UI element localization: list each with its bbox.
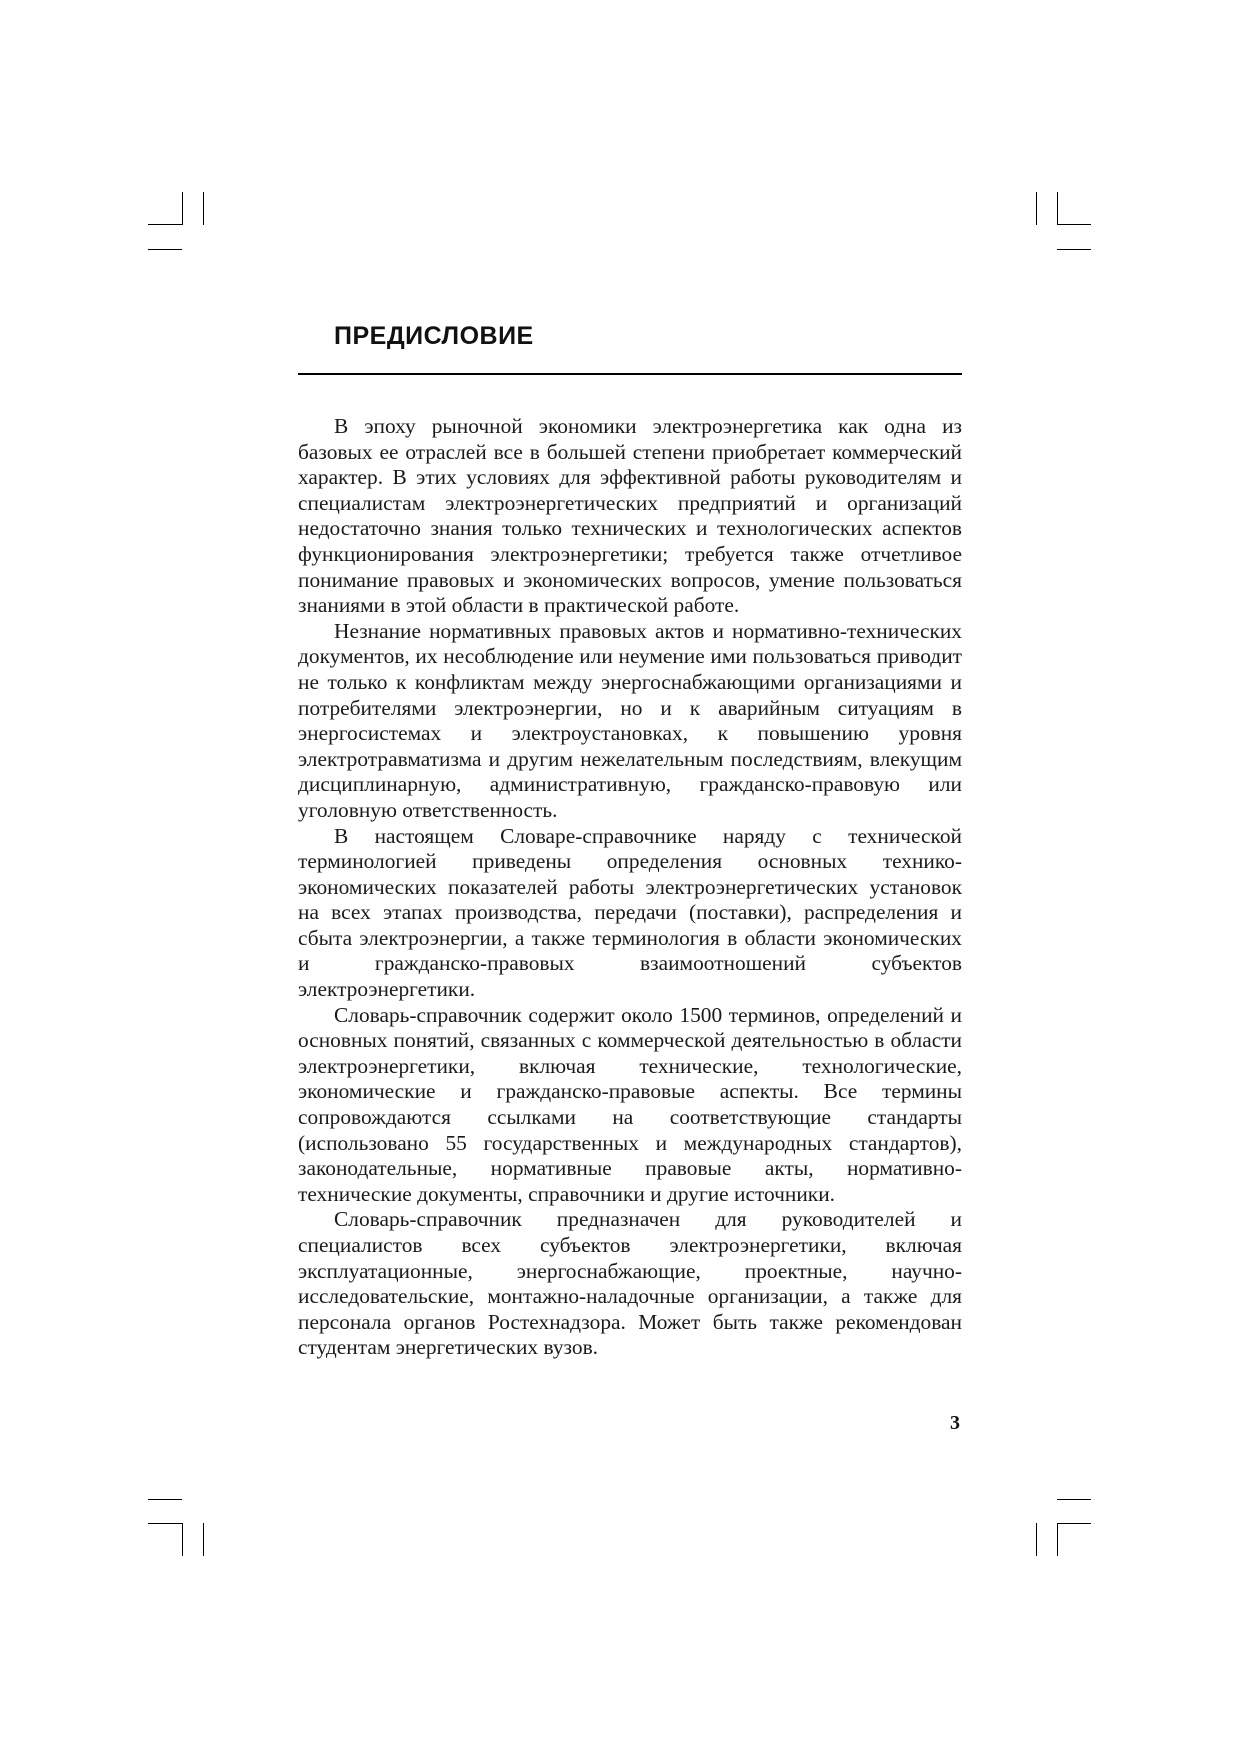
- crop-mark: [182, 1523, 183, 1556]
- crop-mark: [1036, 192, 1037, 225]
- crop-mark: [1057, 1499, 1091, 1500]
- crop-mark: [148, 249, 182, 250]
- section-title: ПРЕДИСЛОВИЕ: [334, 322, 534, 350]
- crop-mark: [148, 224, 182, 225]
- page-number: 3: [950, 1412, 960, 1434]
- title-underline: [298, 373, 962, 375]
- crop-mark: [1057, 224, 1091, 225]
- paragraph: Незнание нормативных правовых актов и нормативно-технических документов, их несоблюдение или неумение ими пользоваться приводит не только к конфликтам между энергоснабжающими организациями и потребителями электроэнергии, но и к аварийным ситуациям в энергосистемах и электроустановках, к повышению уровня электротравматизма и другим нежелательным последствиям, влекущим дисциплинарную, административную, гражданско-правовую или уголовную ответственность.: [298, 618, 962, 822]
- crop-mark: [1057, 1523, 1091, 1524]
- crop-mark: [1057, 1523, 1058, 1556]
- crop-mark: [182, 192, 183, 225]
- crop-mark: [1057, 249, 1091, 250]
- crop-mark: [203, 1523, 204, 1556]
- crop-mark: [1057, 192, 1058, 225]
- preface-body: [298, 414, 962, 1361]
- crop-mark: [203, 192, 204, 225]
- crop-mark: [1036, 1523, 1037, 1556]
- paragraph: В настоящем Словаре-справочнике наряду с технической терминологией приведены определения основных технико-экономических показателей работы электроэнергетических установок на всех этапах производства, передачи (поставки), распределения и сбыта электроэнергии, а также терминология в области экономических и гражданско-правовых взаимоотношений субъектов электроэнергетики.: [298, 823, 962, 1002]
- paragraph: Словарь-справочник содержит около 1500 терминов, определений и основных понятий, связанных с коммерческой деятельностью в области электроэнергетики, включая технические, технологические, экономические и гражданско-правовые аспекты. Все термины сопровождаются ссылками на соответствующие стандарты (использовано 55 государственных и международных стандартов), законодательные, нормативные правовые акты, нормативно-технические документы, справочники и другие источники.: [298, 1002, 962, 1206]
- crop-mark: [148, 1499, 182, 1500]
- paragraph: В эпоху рыночной экономики электроэнергетика как одна из базовых ее отраслей все в большей степени приобретает коммерческий характер. В этих условиях для эффективной работы руководителям и специалистам электроэнергетических предприятий и организаций недостаточно знания только технических и технологических аспектов функционирования электроэнергетики; требуется также отчетливое понимание правовых и экономических вопросов, умение пользоваться знаниями в этой области в практической работе.: [298, 414, 962, 618]
- crop-mark: [148, 1523, 182, 1524]
- paragraph: Словарь-справочник предназначен для руководителей и специалистов всех субъектов электроэнергетики, включая эксплуатационные, энергоснабжающие, проектные, научно-исследовательские, монтажно-наладочные организации, а также для персонала органов Ростехнадзора. Может быть также рекомендован студентам энергетических вузов.: [298, 1207, 962, 1360]
